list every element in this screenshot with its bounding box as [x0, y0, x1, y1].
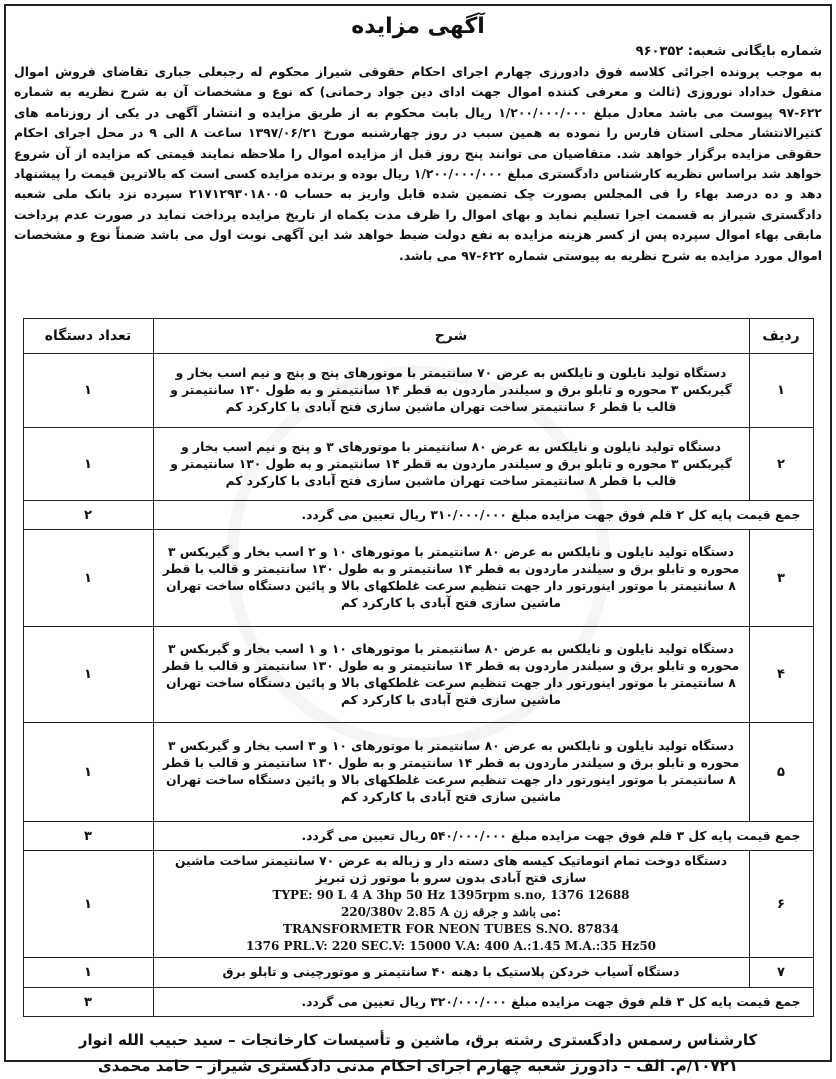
row-number: ۲ — [749, 428, 813, 501]
header-row-number: ردیف — [749, 319, 813, 354]
subtotal-text: جمع قیمت پایه کل ۲ قلم فوق جهت مزایده مبلغ ۳۱۰/۰۰۰/۰۰۰ ریال تعیین می گردد. — [153, 501, 813, 530]
items-table — [23, 318, 814, 1017]
table-row — [23, 851, 813, 958]
row-count: ۱ — [23, 627, 153, 723]
row-number: ۷ — [749, 958, 813, 988]
row-count: ۱ — [23, 530, 153, 627]
row-number: ۵ — [749, 723, 813, 822]
expert-signature: کارشناس رسمس دادگستری رشته برق، ماشین و تأسیسات کارخانجات – سید حبیب الله انوار — [78, 1031, 758, 1049]
row-count: ۱ — [23, 851, 153, 958]
row-count: ۱ — [23, 428, 153, 501]
header-description: شرح — [153, 319, 749, 354]
subtotal-count: ۲ — [23, 501, 153, 530]
spec-line: 220/380v 2.85 A می باشد و جرقه زن: — [340, 905, 562, 919]
subtotal-row — [23, 501, 813, 530]
row-description — [153, 851, 749, 958]
subtotal-text: جمع قیمت پایه کل ۳ قلم فوق جهت مزایده مبلغ ۳۲۰/۰۰۰/۰۰۰ ریال تعیین می گردد. — [153, 988, 813, 1017]
row-number: ۳ — [749, 530, 813, 627]
signature-block — [6, 1027, 830, 1079]
spec-line: TRANSFORMETR FOR NEON TUBES S.NO. 87834 — [283, 922, 619, 936]
subtotal-row — [23, 988, 813, 1017]
row-description: دستگاه تولید نایلون و نایلکس به عرض ۸۰ سانتیمتر با موتورهای ۱۰ و ۱ اسب بخار و گیربکس ۳ محوره و تابلو برق و سیلندر ماردون به قطر ۱۴ سانتیمتر و به طول ۱۳۰ سانتیمتر و قالب با قطر ۸ سانتیمتر با موتور اینورتور دار جهت تنظیم سرعت غلطکهای بالا و پائین دستگاه ساخت تهران ماشین سازی فتح آبادی با کارکرد کم — [153, 627, 749, 723]
subtotal-count: ۳ — [23, 822, 153, 851]
row-description: دستگاه آسیاب خردکن پلاستیک با دهنه ۴۰ سانتیمتر و موتورچینی و تابلو برق — [153, 958, 749, 988]
spec-line: 1376 PRL.V: 220 SEC.V: 15000 V.A: 400 A.:1.45 M.A.:35 Hz50 — [245, 939, 657, 953]
notice-title: آگهی مزایده — [351, 14, 485, 39]
row-count: ۱ — [23, 354, 153, 428]
table-row — [23, 354, 813, 428]
subtotal-row — [23, 822, 813, 851]
row-description: دستگاه تولید نایلون و نایلکس به عرض ۷۰ سانتیمتر با موتورهای پنج و پنج و نیم اسب بخار و گیربکس ۳ محوره و تابلو برق و سیلندر ماردون به قطر ۱۴ سانتیمتر و به طول ۱۳۰ سانتیمتر و قالب با قطر ۶ سانتیمتر ساخت تهران ماشین سازی فتح آبادی با کارکرد کم — [153, 354, 749, 428]
row-number: ۶ — [749, 851, 813, 958]
officer-signature: ۱۰۷۲۱/م. الف – دادورز شعبه چهارم اجرای احکام مدنی دادگستری شیراز – حامد محمدی — [98, 1057, 738, 1075]
table-row — [23, 723, 813, 822]
header-count: تعداد دستگاه — [23, 319, 153, 354]
subtotal-text: جمع قیمت پایه کل ۳ قلم فوق جهت مزایده مبلغ ۵۴۰/۰۰۰/۰۰۰ ریال تعیین می گردد. — [153, 822, 813, 851]
auction-notice — [4, 4, 832, 1075]
notice-body: به موجب پرونده اجرائی کلاسه فوق دادورزی چهارم اجرای احکام حقوقی شیراز محکوم له رجبعلی جباری تقاضای فروش اموال منقول خداداد نوروزی (ثالث و معرفی کننده اموال جهت ادای دین جواد رحمانی) که نوع و مشخصات آن به شرح نظریه به شماره ۶۲۲-۹۷ پیوست می باشد معادل مبلغ ۱/۲۰۰/۰۰۰/۰۰۰ ریال بابت محکوم به از طریق مزایده و انتشار آگهی در یکی از روزنامه های کثیرالانتشار محلی استان فارس را نموده به همین سبب در روز چهارشنبه مورخ ۱۳۹۷/۰۶/۲۱ ساعت ۸ الی ۹ در محل اجرای احکام حقوقی مزایده برگزار خواهد شد. متقاضیان می توانند پنج روز قبل از مزایده اموال را ملاحظه نمایند قیمتی که مزایده از آن شروع خواهد شد براساس نظریه کارشناس دادگستری مبلغ ۱/۲۰۰/۰۰۰/۰۰۰ ریال بوده و برنده مزایده کسی است که بالاترین قیمت را پیشنهاد دهد و ده درصد بهاء را فی المجلس بصورت چک تضمین شده قابل واریز به حساب ۲۱۷۱۲۹۳۰۱۸۰۰۵ سپرده نزد بانک ملی شعبه دادگستری شیراز به قسمت اجرا تسلیم نماید و بهای اموال را ظرف مدت یکماه از تاریخ مزایده پرداخت نماید در صورت عدم پرداخت مابقی بهاء اموال سپرده پس از کسر هزینه مزایده به نفع دولت ضبط خواهد شد این آگهی نوبت اول می باشد ضمناً نوع و مشخصات اموال مورد مزایده به شرح نظریه به پیوستی شماره ۶۲۲-۹۷ می باشد. — [14, 64, 822, 263]
archive-number: شماره بایگانی شعبه: ۹۶۰۳۵۲ — [635, 44, 822, 59]
table-row — [23, 530, 813, 627]
row-description-fa: دستگاه دوخت تمام اتوماتیک کیسه های دسته دار و زباله به عرض ۷۰ سانتیمتر ساخت ماشین سازی فتح آبادی بدون سرو با موتور ژن تبریز — [174, 854, 728, 885]
row-number: ۴ — [749, 627, 813, 723]
row-description: دستگاه تولید نایلون و نایلکس به عرض ۸۰ سانتیمتر با موتورهای ۱۰ و ۳ اسب بخار و گیربکس ۳ محوره و تابلو برق و سیلندر ماردون به قطر ۱۴ سانتیمتر و به طول ۱۳۰ سانتیمتر و قالب با قطر ۸ سانتیمتر با موتور اینورتور دار جهت تنظیم سرعت غلطکهای بالا و پائین دستگاه ساخت تهران ماشین سازی فتح آبادی با کارکرد کم — [153, 723, 749, 822]
row-count: ۱ — [23, 958, 153, 988]
subtotal-count: ۳ — [23, 988, 153, 1017]
row-description: دستگاه تولید نایلون و نایلکس به عرض ۸۰ سانتیمتر با موتورهای ۳ و پنج و نیم اسب بخار و گیربکس ۳ محوره و تابلو برق و سیلندر ماردون به قطر ۱۴ سانتیمتر و به طول ۱۳۰ سانتیمتر و قالب با قطر ۸ سانتیمتر ساخت تهران ماشین سازی فتح آبادی با کارکرد کم — [153, 428, 749, 501]
row-description: دستگاه تولید نایلون و نایلکس به عرض ۸۰ سانتیمتر با موتورهای ۱۰ و ۲ اسب بخار و گیربکس ۳ محوره و تابلو برق و سیلندر ماردون به قطر ۱۴ سانتیمتر و به طول ۱۳۰ سانتیمتر و قالب با قطر ۸ سانتیمتر با موتور اینورتور دار جهت تنظیم سرعت غلطکهای بالا و پائین دستگاه ساخت تهران ماشین سازی فتح آبادی با کارکرد کم — [153, 530, 749, 627]
table-row — [23, 627, 813, 723]
spec-line: TYPE: 90 L 4 A 3hp 50 Hz 1395rpm s.no, 1376 12688 — [272, 888, 630, 902]
table-header-row — [23, 319, 813, 354]
row-number: ۱ — [749, 354, 813, 428]
row-count: ۱ — [23, 723, 153, 822]
table-row — [23, 428, 813, 501]
table-row — [23, 958, 813, 988]
